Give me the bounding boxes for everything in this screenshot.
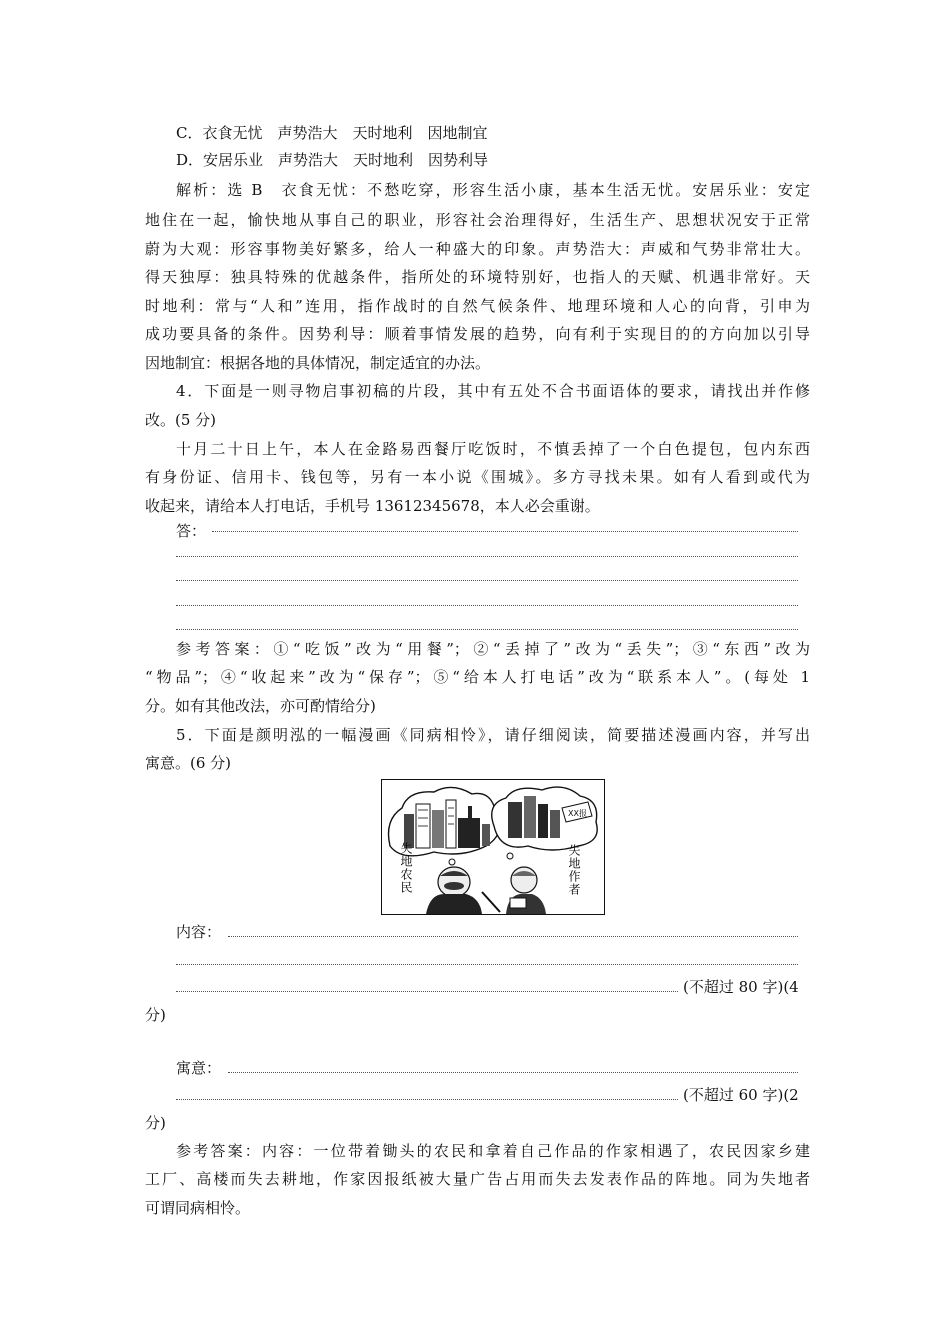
option-d: D．安居乐业 声势浩大 天时地利 因势利导 xyxy=(176,151,489,169)
q4-reference: 参考答案：①“吃饭”改为“用餐”；②“丢掉了”改为“丢失”；③“东西”改为 xyxy=(176,640,810,658)
content-answer-line[interactable] xyxy=(176,964,798,965)
q4-answer-label: 答： xyxy=(176,522,207,540)
q5-meaning-limit: (不超过 60 字)(2 xyxy=(683,1086,799,1104)
q5-prompt: 5．下面是颜明泓的一幅漫画《同病相怜》，请仔细阅读，简要描述漫画内容，并写出 xyxy=(176,726,810,744)
analysis-line: 成功要具备的条件。因势利导：顺着事情发展的趋势，向有利于实现目的的方向加以引导 xyxy=(145,325,810,343)
q5-reference: 工厂、高楼而失去耕地，作家因报纸被大量广告占用而失去发表作品的阵地。同为失地者 xyxy=(145,1170,810,1188)
analysis-line: 蔚为大观：形容事物美好繁多，给人一种盛大的印象。声势浩大：声威和气势非常壮大。 xyxy=(145,240,810,258)
option-c: C．衣食无忧 声势浩大 天时地利 因地制宜 xyxy=(176,124,488,142)
q5-meaning-limit-tail: 分) xyxy=(145,1114,166,1132)
analysis-line: 得天独厚：独具特殊的优越条件，指所处的环境特别好，也指人的天赋、机遇非常好。天 xyxy=(145,268,810,286)
q5-content-limit-tail: 分) xyxy=(145,1006,166,1024)
q5-content-limit: (不超过 80 字)(4 xyxy=(683,978,799,996)
q5-reference: 可谓同病相怜。 xyxy=(145,1199,251,1217)
q5-meaning-label: 寓意： xyxy=(176,1059,222,1077)
analysis-line: 因地制宜：根据各地的具体情况，制定适宜的办法。 xyxy=(145,354,491,372)
q4-passage: 十月二十日上午，本人在金路易西餐厅吃饭时，不慎丢掉了一个白色提包，包内东西 xyxy=(176,440,810,458)
q5-prompt: 寓意。(6 分) xyxy=(145,754,232,772)
meaning-answer-line[interactable] xyxy=(176,1099,678,1100)
analysis-line: 地住在一起，愉快地从事自己的职业，形容社会治理得好，生活生产、思想状况安于正常 xyxy=(145,211,810,229)
answer-line[interactable] xyxy=(176,556,798,557)
cartoon-left-label: 失地农民 xyxy=(399,842,413,894)
q5-reference: 参考答案：内容：一位带着锄头的农民和拿着自己作品的作家相遇了，农民因家乡建 xyxy=(176,1142,810,1160)
meaning-answer-line[interactable] xyxy=(228,1072,798,1073)
newspaper-label: XX报 xyxy=(568,809,587,818)
analysis-line: 解析：选 B 衣食无忧：不愁吃穿，形容生活小康，基本生活无忧。安居乐业：安定 xyxy=(176,181,810,199)
q4-reference: “物品”；④“收起来”改为“保存”；⑤“给本人打电话”改为“联系本人”。(每处 1 xyxy=(145,668,810,686)
q4-passage: 有身份证、信用卡、钱包等，另有一本小说《围城》。多方寻找未果。如有人看到或代为 xyxy=(145,468,810,486)
content-answer-line[interactable] xyxy=(176,991,678,992)
analysis-line: 时地利：常与“人和”连用，指作战时的自然气候条件、地理环境和人心的向背，引申为 xyxy=(145,297,810,315)
content-answer-line[interactable] xyxy=(228,936,798,937)
answer-line[interactable] xyxy=(176,629,798,630)
q4-reference: 分。如有其他改法，亦可酌情给分) xyxy=(145,697,376,715)
answer-line[interactable] xyxy=(212,531,798,532)
q5-content-label: 内容： xyxy=(176,923,222,941)
q4-prompt: 4．下面是一则寻物启事初稿的片段，其中有五处不合书面语体的要求，请找出并作修 xyxy=(176,382,810,400)
answer-line[interactable] xyxy=(176,605,798,606)
cartoon-right-label: 失地作者 xyxy=(567,844,581,896)
cartoon-image xyxy=(381,779,605,915)
q4-passage: 收起来，请给本人打电话，手机号 13612345678，本人必会重谢。 xyxy=(145,497,600,515)
q4-prompt: 改。(5 分) xyxy=(145,411,217,429)
answer-line[interactable] xyxy=(176,580,798,581)
